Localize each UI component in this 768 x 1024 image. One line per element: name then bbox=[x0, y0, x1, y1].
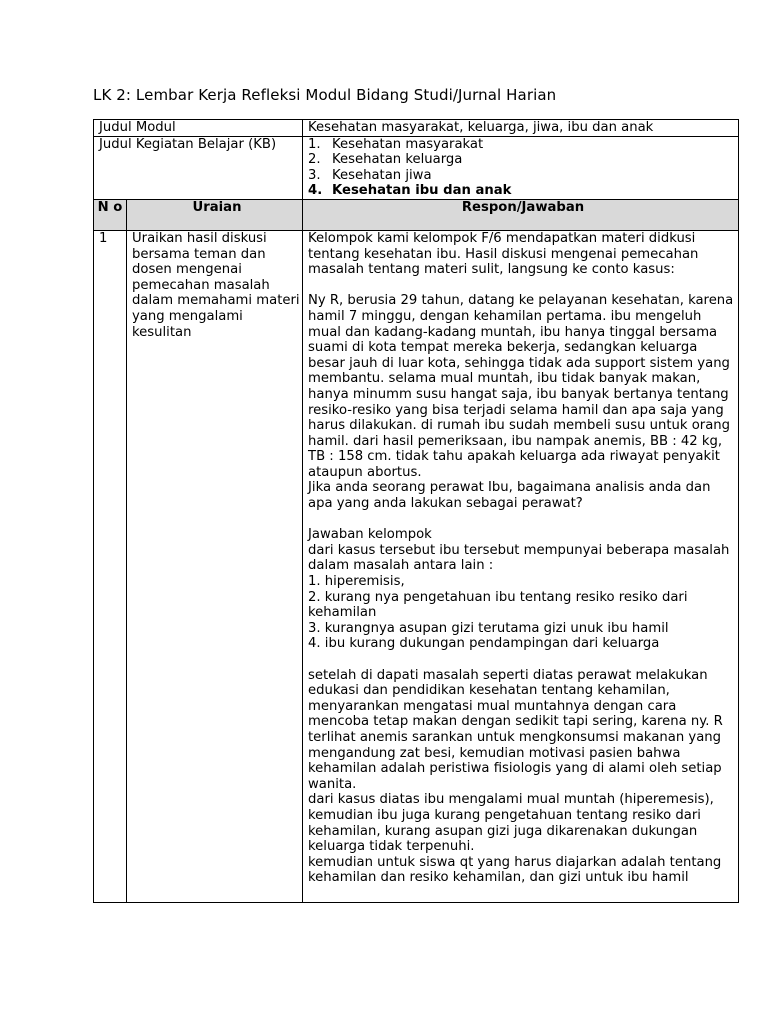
closing-note: kemudian untuk siswa qt yang harus diajarkan adalah tentang kehamilan dan resiko kehamilan, dan gizi untuk ibu hamil bbox=[308, 854, 722, 886]
kb-item-number: 4. bbox=[308, 183, 323, 199]
respon-intro: Kelompok kami kelompok F/6 mendapatkan materi didkusi tentang kesehatan ibu. Hasil diskusi mengenai pemecahan masalah tentang materi sulit, langsung ke conto kasus: bbox=[308, 230, 699, 278]
kb-item-text: Kesehatan keluarga bbox=[332, 152, 463, 168]
case-summary: dari kasus diatas ibu mengalami mual muntah (hiperemesis), kemudian ibu juga kurang pengetahuan tentang resiko dari kehamilan, kurang asupan gizi juga dikarenakan dukungan keluarga tidak terpenuhi. bbox=[308, 792, 714, 855]
entry-respon bbox=[303, 230, 739, 902]
judul-modul-label: Judul Modul bbox=[94, 120, 303, 137]
kb-item bbox=[308, 137, 738, 153]
answer-intro: dari kasus tersebut ibu tersebut mempunyai beberapa masalah dalam masalah antara lain : bbox=[308, 542, 730, 574]
header-uraian: Uraian bbox=[127, 199, 303, 230]
kb-list bbox=[308, 137, 738, 199]
kb-item-text: Kesehatan masyarakat bbox=[332, 136, 484, 152]
kb-item bbox=[308, 168, 738, 184]
header-respon: Respon/Jawaban bbox=[303, 199, 739, 230]
worksheet-table bbox=[93, 119, 739, 903]
entry-number: 1 bbox=[94, 230, 127, 902]
kb-item-text: Kesehatan jiwa bbox=[332, 167, 432, 183]
nursing-action: setelah di dapati masalah seperti diatas perawat melakukan edukasi dan pendidikan kesehatan tentang kehamilan, menyarankan mengatasi mual muntahnya dengan cara mencoba tetap makan dengan sedikit tapi sering, karena ny. R terlihat anemis sarankan untuk mengkonsumsi makanan yang mengandung zat besi, kemudian motivasi pasien bahwa kehamilan adalah peristiwa fisiologis yang di alami oleh setiap wanita. bbox=[308, 667, 723, 792]
table-row bbox=[94, 230, 739, 902]
page-title: LK 2: Lembar Kerja Refleksi Modul Bidang Studi/Jurnal Harian bbox=[93, 86, 557, 104]
problem-item: 2. kurang nya pengetahuan ibu tentang resiko resiko dari kehamilan bbox=[308, 589, 688, 621]
kb-item-number: 2. bbox=[308, 152, 321, 168]
kb-item bbox=[308, 152, 738, 168]
case-description: Ny R, berusia 29 tahun, datang ke pelayanan kesehatan, karena hamil 7 minggu, dengan kehamilan pertama. ibu mengeluh mual dan kadang-kadang muntah, ibu hanya tinggal bersama suami di kota tempat mereka bekerja, sedangkan keluarga besar jauh di luar kota, sehingga tidak ada support sistem yang membantu. selama mual muntah, ibu tidak banyak makan, hanya minumm susu hangat saja, ibu banyak bertanya tentang resiko-resiko yang bisa terjadi selama hamil dan apa saja yang harus dilakukan. di rumah ibu sudah membeli susu untuk orang hamil. dari hasil pemeriksaan, ibu nampak anemis, BB : 42 kg, TB : 158 cm. tidak tahu apakah keluarga ada riwayat penyakit ataupun abortus. bbox=[308, 293, 734, 480]
judul-kb-label: Judul Kegiatan Belajar (KB) bbox=[94, 136, 303, 199]
case-question: Jika anda seorang perawat Ibu, bagaimana analisis anda dan apa yang anda lakukan sebagai perawat? bbox=[308, 480, 711, 512]
problem-item: 3. kurangnya asupan gizi terutama gizi unuk ibu hamil bbox=[308, 620, 669, 636]
problem-item: 1. hiperemisis, bbox=[308, 574, 405, 590]
kb-item bbox=[308, 183, 738, 199]
answer-heading: Jawaban kelompok bbox=[308, 527, 432, 543]
kb-item-number: 3. bbox=[308, 167, 321, 183]
header-no: N o bbox=[94, 199, 127, 230]
kb-item-text: Kesehatan ibu dan anak bbox=[332, 183, 512, 199]
kb-list-cell bbox=[303, 136, 739, 199]
problem-item: 4. ibu kurang dukungan pendampingan dari keluarga bbox=[308, 636, 660, 652]
row-judul-kb bbox=[94, 136, 739, 199]
kb-item-number: 1. bbox=[308, 136, 321, 152]
row-judul-modul bbox=[94, 120, 739, 137]
entry-uraian: Uraikan hasil diskusi bersama teman dan dosen mengenai pemecahan masalah dalam memahami materi yang mengalami kesulitan bbox=[127, 230, 303, 902]
judul-modul-value: Kesehatan masyarakat, keluarga, jiwa, ibu dan anak bbox=[303, 120, 739, 137]
table-header-row bbox=[94, 199, 739, 230]
